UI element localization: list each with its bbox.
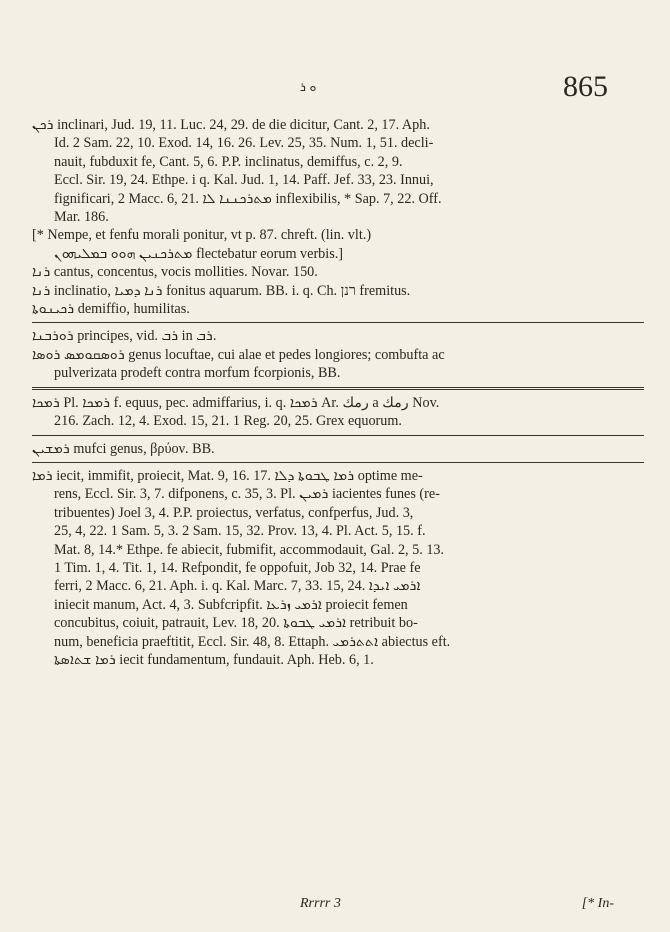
entry-line: ܪܘܪܒܢܐ principes, vid. ܪܒ in ܪܒ. <box>32 328 217 345</box>
entry-line: concubitus, coiuit, patrauit, Lev. 18, 20. ܐܪܡܝ ܛܒܘܬܐ retribuit bo- <box>54 615 418 632</box>
entry-line: ܪܟܝܢܘܬܐ demiffio, humilitas. <box>32 301 190 318</box>
dictionary-entry <box>32 394 644 431</box>
catchword: [* In- <box>581 896 614 911</box>
entry-line: Mar. 186. <box>54 209 109 226</box>
entry-line: ܡܬܪܟܢܝܢ ܗܘܘ ܒܡܠܝܗܘܢ flectebatur eorum verbis.] <box>54 245 343 262</box>
entry-line: ܪܡܐ iecit, immifit, proiecit, Mat. 9, 16. 17. ܪܡܐ ܛܒܘܬܐ ܕܠܐ optime me- <box>32 467 423 484</box>
page-number: 865 <box>563 70 608 103</box>
page-body <box>32 116 644 669</box>
dictionary-entry <box>32 346 644 383</box>
entry-line: tribuentes) Joel 3, 4. P.P. proiectus, verfatus, confperfus, Jud. 3, <box>54 504 414 521</box>
entry-line: ܪܟܢ inclinari, Jud. 19, 11. Luc. 24, 29. de die dicitur, Cant. 2, 17. Aph. <box>32 117 430 133</box>
entry-line: ܪܡܟܐ Pl. ܪܡܟܐ f. equus, pec. admiffarius, i. q. ܪܡܟܐ Ar. رمك a رمك Nov. <box>32 394 440 411</box>
dictionary-entry <box>32 226 644 263</box>
section-rule <box>32 435 644 436</box>
dictionary-entry <box>32 327 644 345</box>
entry-line: Id. 2 Sam. 22, 10. Exod. 14, 16. 26. Lev. 25, 35. Num. 1, 51. decli- <box>54 135 434 152</box>
dictionary-entry <box>32 263 644 281</box>
entry-line: fignificari, 2 Macc. 6, 21. ܡܬܪܟܢܢܐ ܠܐ inflexibilis, * Sap. 7, 22. Off. <box>54 190 442 207</box>
entry-line: rens, Eccl. Sir. 3, 7. difponens, c. 35, 3. Pl. ܪܡܝܢ iacientes funes (re- <box>54 486 440 503</box>
entry-line: 216. Zach. 12, 4. Exod. 15, 21. 1 Reg. 20, 25. Grex equorum. <box>54 413 402 430</box>
section-rule <box>32 322 644 323</box>
entry-line: Eccl. Sir. 19, 24. Ethpe. i q. Kal. Jud. 1, 14. Paff. Jef. 33, 23. Innui, <box>54 172 434 189</box>
page-footer <box>0 896 670 916</box>
entry-line: nauit, fubduxit fe, Cant. 5, 6. P.P. inclinatus, demiffus, c. 2, 9. <box>54 153 403 170</box>
entry-line: ܪܡܐ ܫܬܐܤܬܐ iecit fundamentum, fundauit. Aph. Heb. 6, 1. <box>54 651 374 668</box>
entry-line: [* Nempe, et fenfu morali ponitur, vt p. 87. chreft. (lin. vlt.) <box>32 227 372 244</box>
dictionary-entry <box>32 440 644 458</box>
signature-mark: Rrrrr 3 <box>300 896 341 911</box>
dictionary-entry <box>32 467 644 669</box>
entry-line: 25, 4, 22. 1 Sam. 5, 3. 2 Sam. 15, 32. Prov. 13, 4. Pl. Act. 5, 15. f. <box>54 523 426 540</box>
entry-line: num, beneficia praeftitit, Eccl. Sir. 48, 8. Ettaph. ܐܬܬܪܡܝ abiectus eft. <box>54 633 451 650</box>
entry-line: 1 Tim. 1, 4. Tit. 1, 14. Refpondit, fe oppofuit, Job 32, 14. Prae fe <box>54 559 421 576</box>
section-rule <box>32 462 644 463</box>
entry-line: ܪܢܐ inclinatio, ܪܢܐ ܕܡܝܐ fonitus aquarum. BB. i. q. Ch. רנן fremitus. <box>32 282 411 299</box>
entry-line: Mat. 8, 14.* Ethpe. fe abiecit, fubmifit, accommodauit, Gal. 2, 5. 13. <box>54 541 445 558</box>
section-rule <box>32 387 644 390</box>
entry-line: ܪܘܣܩܘܡܣ ܪܘܣܐ genus locuftae, cui alae et pedes longiores; combufta ac <box>32 346 445 363</box>
entry-line: ferri, 2 Macc. 6, 21. Aph. i. q. Kal. Marc. 7, 33. 15, 24. ܐܪܡܝ ܐܝܕܐ <box>54 578 421 595</box>
dictionary-entry <box>32 116 644 226</box>
entry-line: pulverizata prodeft contra morfum fcorpionis, BB. <box>54 365 341 382</box>
page-header <box>0 70 670 110</box>
entry-line: ܪܢܐ cantus, concentus, vocis mollities. Novar. 150. <box>32 264 318 281</box>
dictionary-entry <box>32 282 644 300</box>
dictionary-entry <box>32 300 644 318</box>
running-head: ܘ ܪ <box>300 80 317 94</box>
entry-line: iniecit manum, Act. 4, 3. Subfcripfit. ܐܪܡܝ ܙܪܥܐ proiecit femen <box>54 596 408 613</box>
entry-line: ܪܡܫܝܢ mufci genus, βρύον. BB. <box>32 440 215 457</box>
